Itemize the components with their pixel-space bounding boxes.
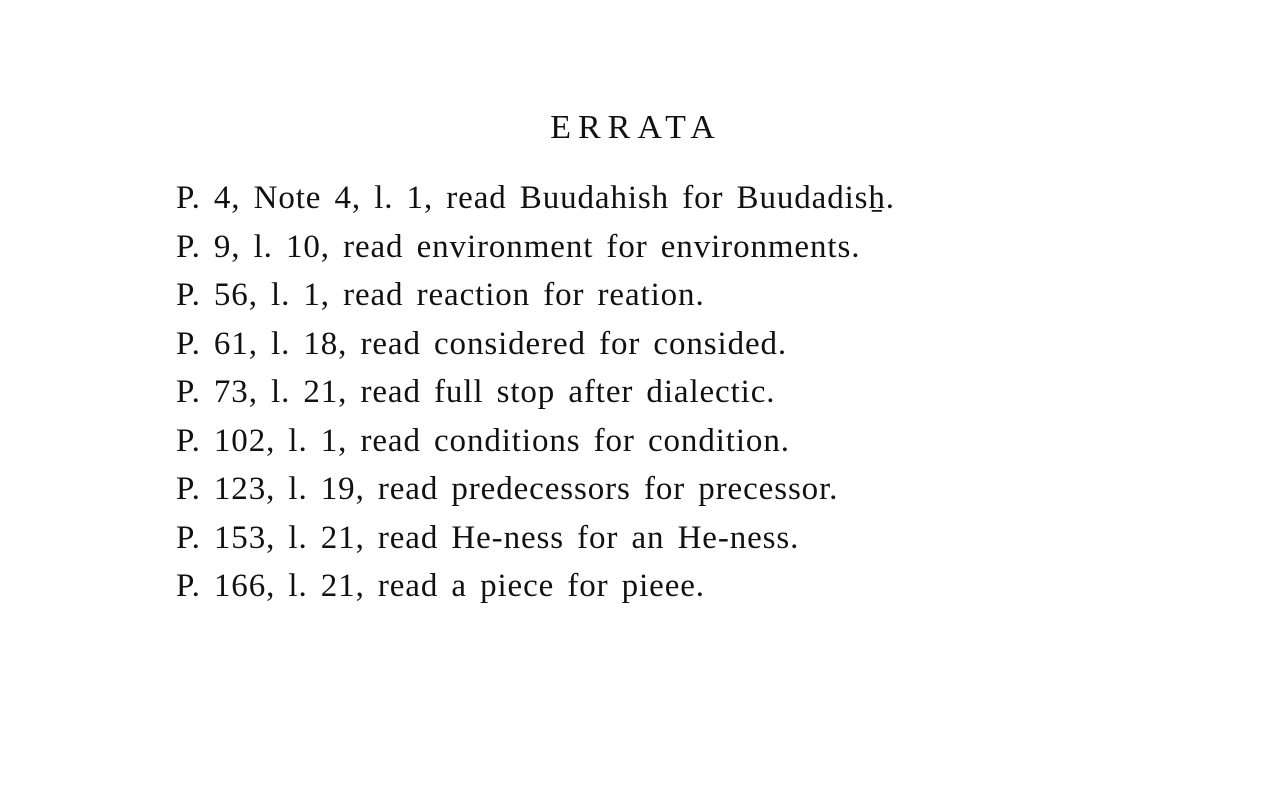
errata-entry: P. 61, l. 18, read considered for consided.	[176, 325, 788, 362]
errata-entry: P. 166, l. 21, read a piece for pieee.	[176, 568, 705, 604]
errata-entry: P. 123, l. 19, read predecessors for precessor.	[176, 471, 839, 507]
errata-list	[176, 174, 895, 611]
errata-entry: P. 102, l. 1, read conditions for condition.	[176, 422, 790, 459]
errata-entry: P. 9, l. 10, read environment for environments.	[176, 228, 861, 265]
errata-entry: P. 56, l. 1, read reaction for reation.	[176, 277, 705, 313]
errata-entry: P. 153, l. 21, read He-ness for an He-ness.	[176, 519, 800, 556]
page-title: ERRATA	[550, 109, 722, 146]
errata-entry: P. 73, l. 21, read full stop after dialectic.	[176, 374, 776, 410]
errata-entry: P. 4, Note 4, l. 1, read Buudahish for Buudadisẖ.	[176, 180, 895, 216]
